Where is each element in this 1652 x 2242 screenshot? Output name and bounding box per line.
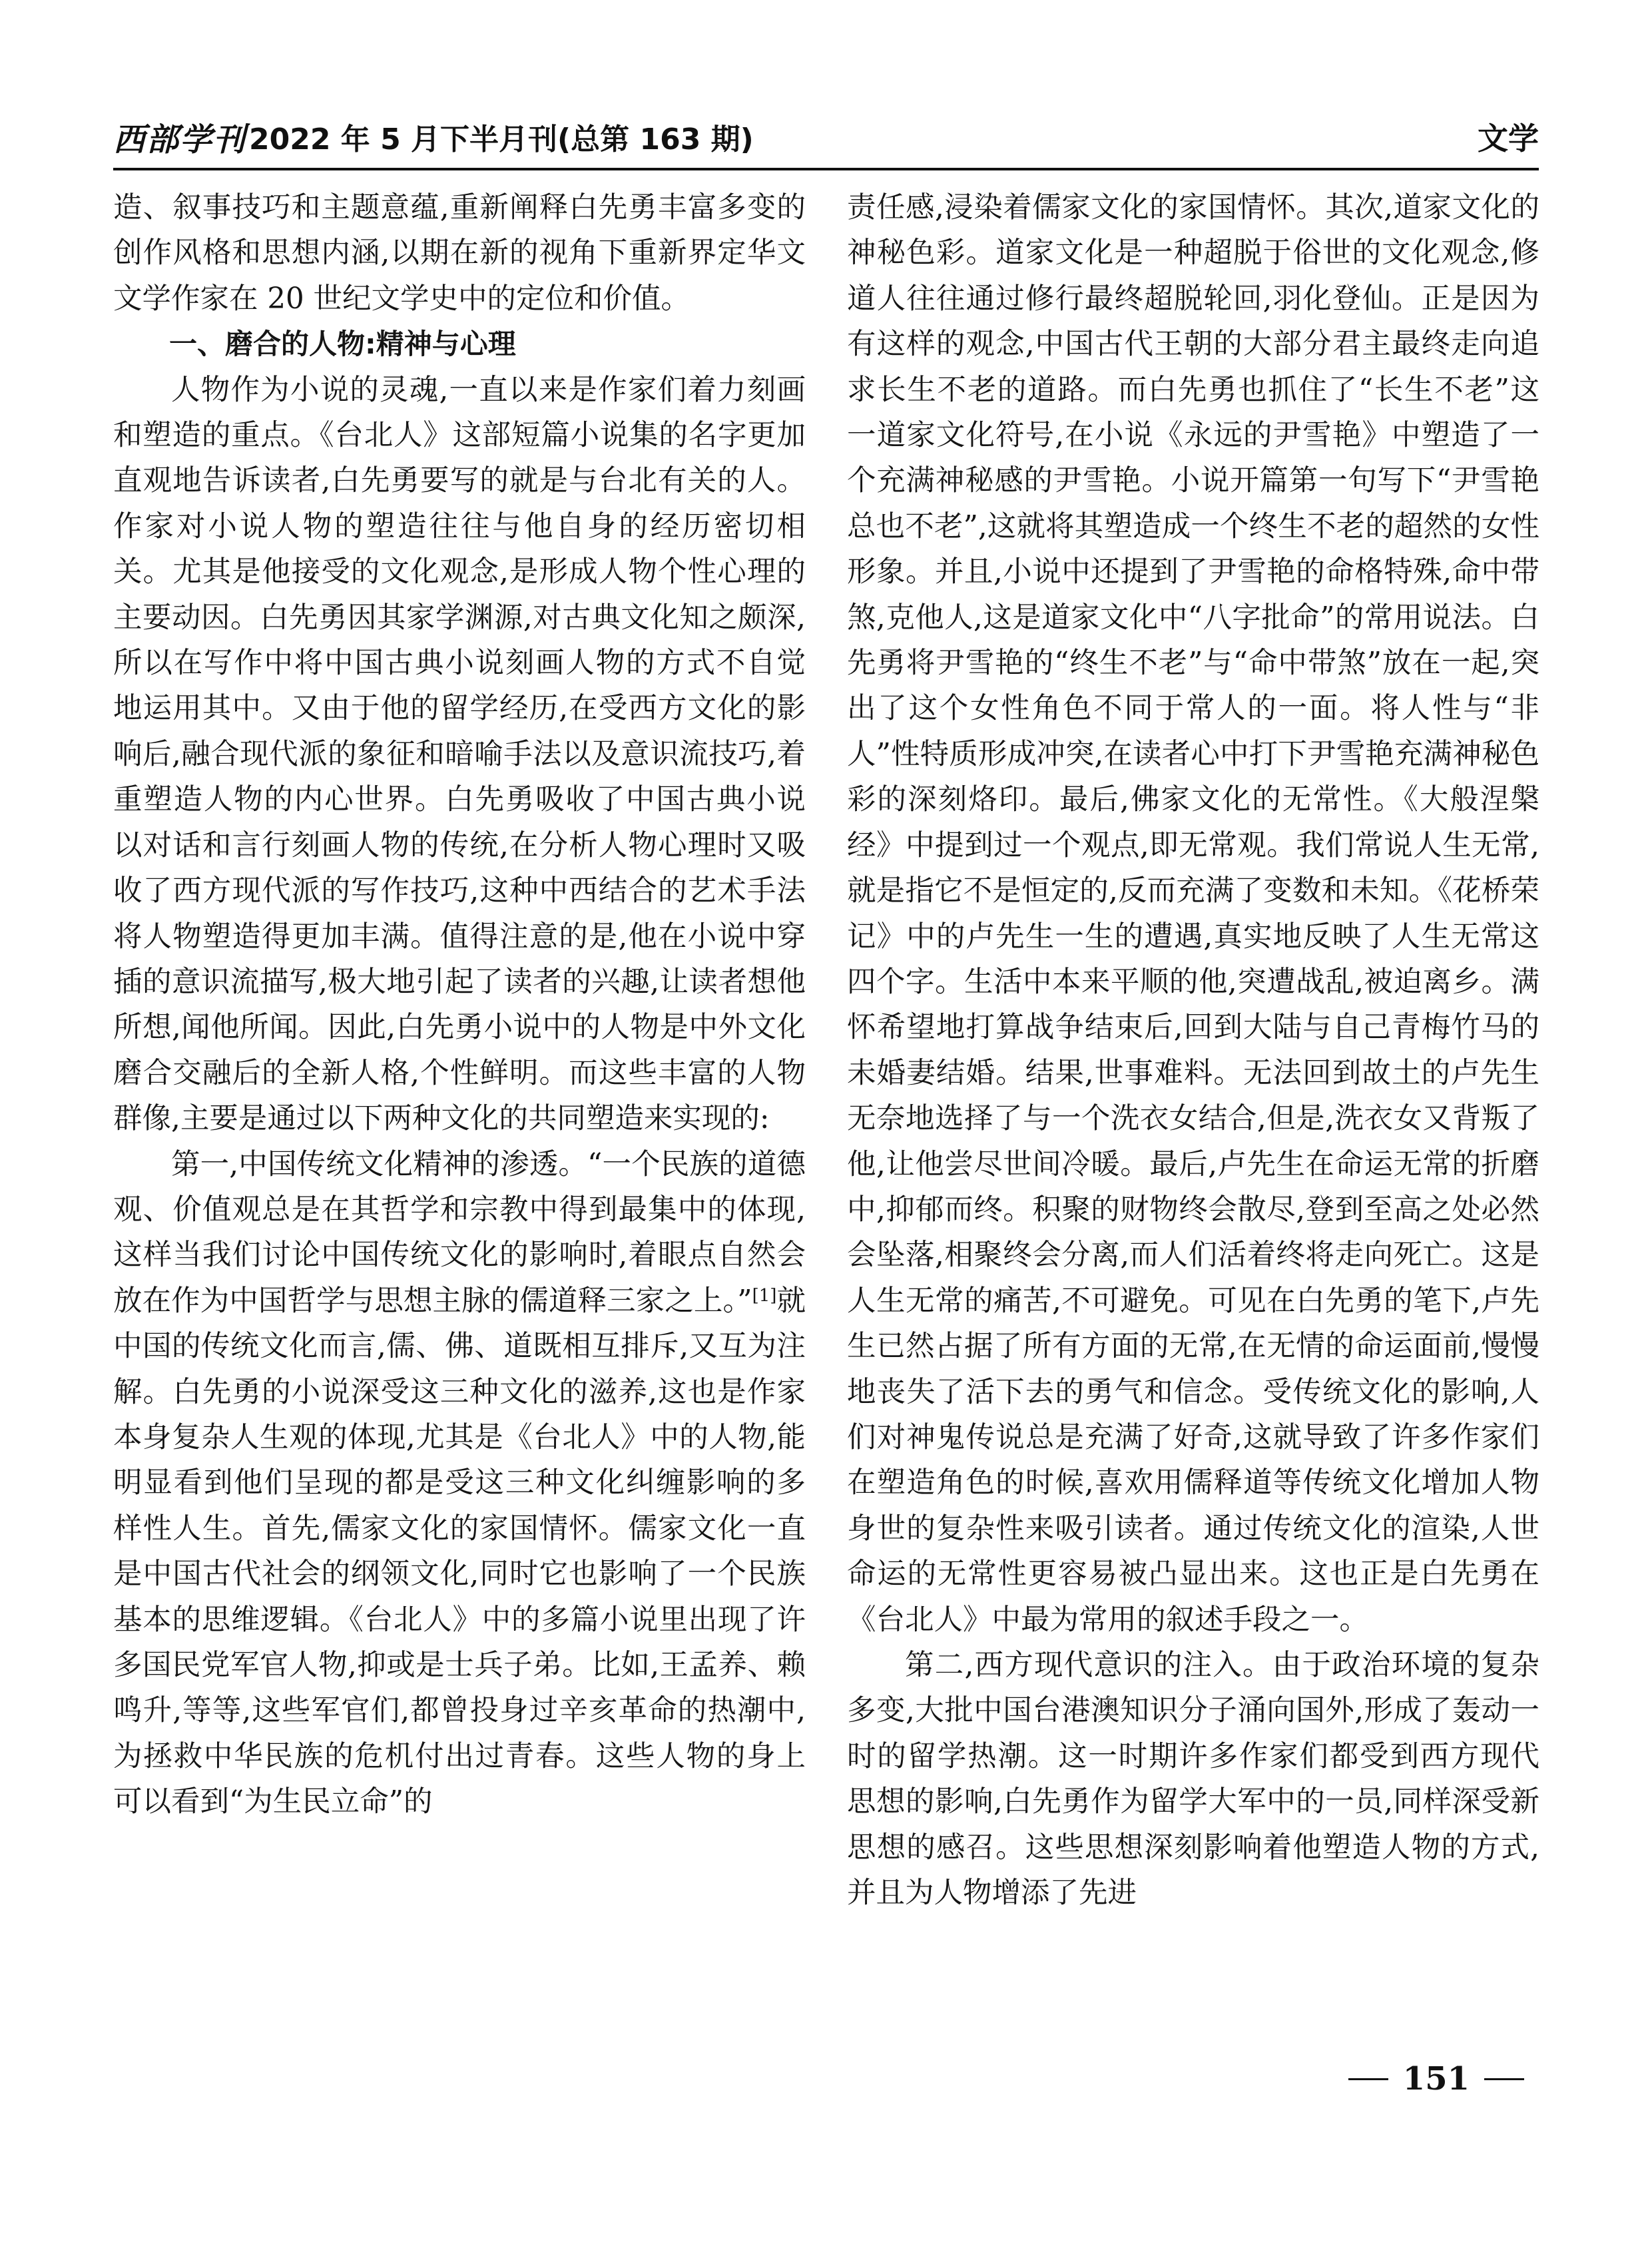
journal-masthead: 西部学刊: [113, 121, 247, 158]
section-label: 文学: [1478, 121, 1539, 156]
dash-left: [1348, 2078, 1388, 2080]
left-column: [113, 185, 806, 1825]
citation-ref: [1]: [752, 1285, 777, 1306]
paragraph: 造、叙事技巧和主题意蕴,重新阐释白先勇丰富多变的创作风格和思想内涵,以期在新的视角下重新界定华文文学作家在 20 世纪文学史中的定位和价值。: [113, 191, 806, 316]
paragraph: 责任感,浸染着儒家文化的家国情怀。其次,道家文化的神秘色彩。道家文化是一种超脱于俗世的文化观念,修道人往往通过修行最终超脱轮回,羽化登仙。正是因为有这样的观念,中国古代王朝的大部分君主最终走向追求长生不老的道路。而白先勇也抓住了“长生不老”这一道家文化符号,在小说《永远的尹雪艳》中塑造了一个充满神秘感的尹雪艳。小说开篇第一句写下“尹雪艳总也不老”,这就将其塑造成一个终生不老的超然的女性形象。并且,小说中还提到了尹雪艳的命格特殊,命中带煞,克他人,这是道家文化中“八字批命”的常用说法。白先勇将尹雪艳的“终生不老”与“命中带煞”放在一起,突出了这个女性角色不同于常人的一面。将人性与“非人”性特质形成冲突,在读者心中打下尹雪艳充满神秘色彩的深刻烙印。最后,佛家文化的无常性。《大般涅槃经》中提到过一个观点,即无常观。我们常说人生无常,就是指它不是恒定的,反而充满了变数和未知。《花桥荣记》中的卢先生一生的遭遇,真实地反映了人生无常这四个字。生活中本来平顺的他,突遭战乱,被迫离乡。满怀希望地打算战争结束后,回到大陆与自己青梅竹马的未婚妻结婚。结果,世事难料。无法回到故土的卢先生无奈地选择了与一个洗衣女结合,但是,洗衣女又背叛了他,让他尝尽世间冷暖。最后,卢先生在命运无常的折磨中,抑郁而终。积聚的财物终会散尽,登到至高之处必然会坠落,相聚终会分离,而人们活着终将走向死亡。这是人生无常的痛苦,不可避免。可见在白先勇的笔下,卢先生已然占据了所有方面的无常,在无情的命运面前,慢慢地丧失了活下去的勇气和信念。受传统文化的影响,人们对神鬼传说总是充满了好奇,这就导致了许多作家们在塑造角色的时候,喜欢用儒释道等传统文化增加人物身世的复杂性来吸引读者。通过传统文化的渲染,人世命运的无常性更容易被凸显出来。这也正是白先勇在《台北人》中最为常用的叙述手段之一。: [847, 191, 1539, 1637]
paragraph: 第二,西方现代意识的注入。由于政治环境的复杂多变,大批中国台港澳知识分子涌向国外,形成了轰动一时的留学热潮。这一时期许多作家们都受到西方现代思想的影响,白先勇作为留学大军中的一员,同样深受新思想的感召。这些思想深刻影响着他塑造人物的方式,并且为人物增添了先进: [847, 1649, 1539, 1910]
paragraph-text: 第一,中国传统文化精神的渗透。“一个民族的道德观、价值观总是在其哲学和宗教中得到最集中的体现,这样当我们讨论中国传统文化的影响时,着眼点自然会放在作为中国哲学与思想主脉的儒道释三家之上。”: [113, 1147, 806, 1318]
header-left: [113, 110, 754, 163]
paragraph: 人物作为小说的灵魂,一直以来是作家们着力刻画和塑造的重点。《台北人》这部短篇小说集的名字更加直观地告诉读者,白先勇要写的就是与台北有关的人。作家对小说人物的塑造往往与他自身的经历密切相关。尤其是他接受的文化观念,是形成人物个性心理的主要动因。白先勇因其家学渊源,对古典文化知之颇深,所以在写作中将中国古典小说刻画人物的方式不自觉地运用其中。又由于他的留学经历,在受西方文化的影响后,融合现代派的象征和暗喻手法以及意识流技巧,着重塑造人物的内心世界。白先勇吸收了中国古典小说以对话和言行刻画人物的传统,在分析人物心理时又吸收了西方现代派的写作技巧,这种中西结合的艺术手法将人物塑造得更加丰满。值得注意的是,他在小说中穿插的意识流描写,极大地引起了读者的兴趣,让读者想他所想,闻他所闻。因此,白先勇小说中的人物是中外文化磨合交融后的全新人格,个性鲜明。而这些丰富的人物群像,主要是通过以下两种文化的共同塑造来实现的:: [113, 373, 806, 1136]
page-number-text: 151: [1402, 2060, 1470, 2098]
right-column: [847, 185, 1539, 1916]
dash-right: [1484, 2078, 1524, 2080]
page-number: [1334, 2052, 1539, 2105]
paragraph: [113, 1142, 806, 1825]
paragraph-text: 就中国的传统文化而言,儒、佛、道既相互排斥,又互为注解。白先勇的小说深受这三种文化的滋养,这也是作家本身复杂人生观的体现,尤其是《台北人》中的人物,能明显看到他们呈现的都是受这三种文化纠缠影响的多样性人生。首先,儒家文化的家国情怀。儒家文化一直是中国古代社会的纲领文化,同时它也影响了一个民族基本的思维逻辑。《台北人》中的多篇小说里出现了许多国民党军官人物,抑或是士兵子弟。比如,王孟养、赖鸣升,等等,这些军官们,都曾投身过辛亥革命的热潮中,为拯救中华民族的危机付出过青春。这些人物的身上可以看到“为生民立命”的: [113, 1284, 806, 1819]
section-heading: 一、磨合的人物:精神与心理: [169, 328, 516, 361]
header-divider: [113, 168, 1539, 170]
issue-info: 2022 年 5 月下半月刊(总第 163 期): [249, 123, 754, 156]
page-header: [113, 110, 1539, 163]
